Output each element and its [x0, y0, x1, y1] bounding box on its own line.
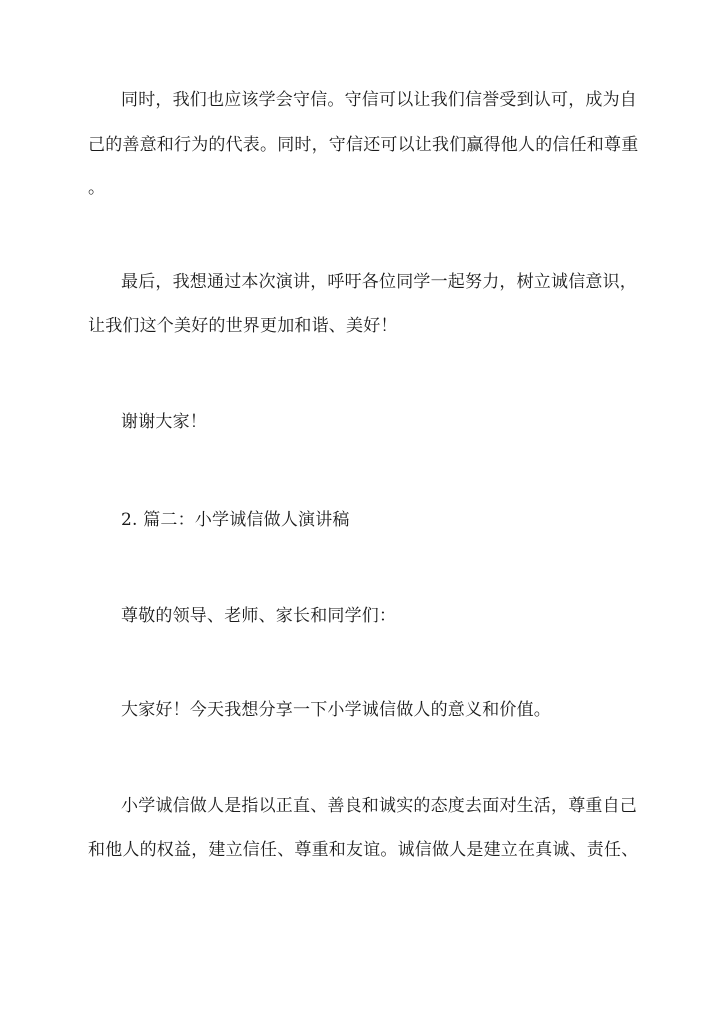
- paragraph-2-line-1: 最后，我想通过本次演讲，呼吁各位同学一起努力，树立诚信意识，: [121, 272, 637, 292]
- paragraph-1-line-2: 己的善意和行为的代表。同时，守信还可以让我们赢得他人的信任和尊重: [88, 135, 639, 155]
- closing-thanks: 谢谢大家！: [121, 412, 207, 432]
- paragraph-7-line-2: 和他人的权益，建立信任、尊重和友谊。诚信做人是建立在真诚、责任、: [88, 840, 639, 860]
- paragraph-2-line-2: 让我们这个美好的世界更加和谐、美好！: [88, 316, 398, 336]
- paragraph-7-line-1: 小学诚信做人是指以正直、善良和诚实的态度去面对生活，尊重自己: [121, 796, 637, 816]
- greeting: 大家好！今天我想分享一下小学诚信做人的意义和价值。: [121, 700, 551, 720]
- paragraph-1-line-3: 。: [88, 178, 106, 198]
- salutation: 尊敬的领导、老师、家长和同学们：: [121, 606, 397, 626]
- section-heading: 2. 篇二：小学诚信做人演讲稿: [121, 510, 350, 530]
- paragraph-1-line-1: 同时，我们也应该学会守信。守信可以让我们信誉受到认可，成为自: [121, 90, 637, 110]
